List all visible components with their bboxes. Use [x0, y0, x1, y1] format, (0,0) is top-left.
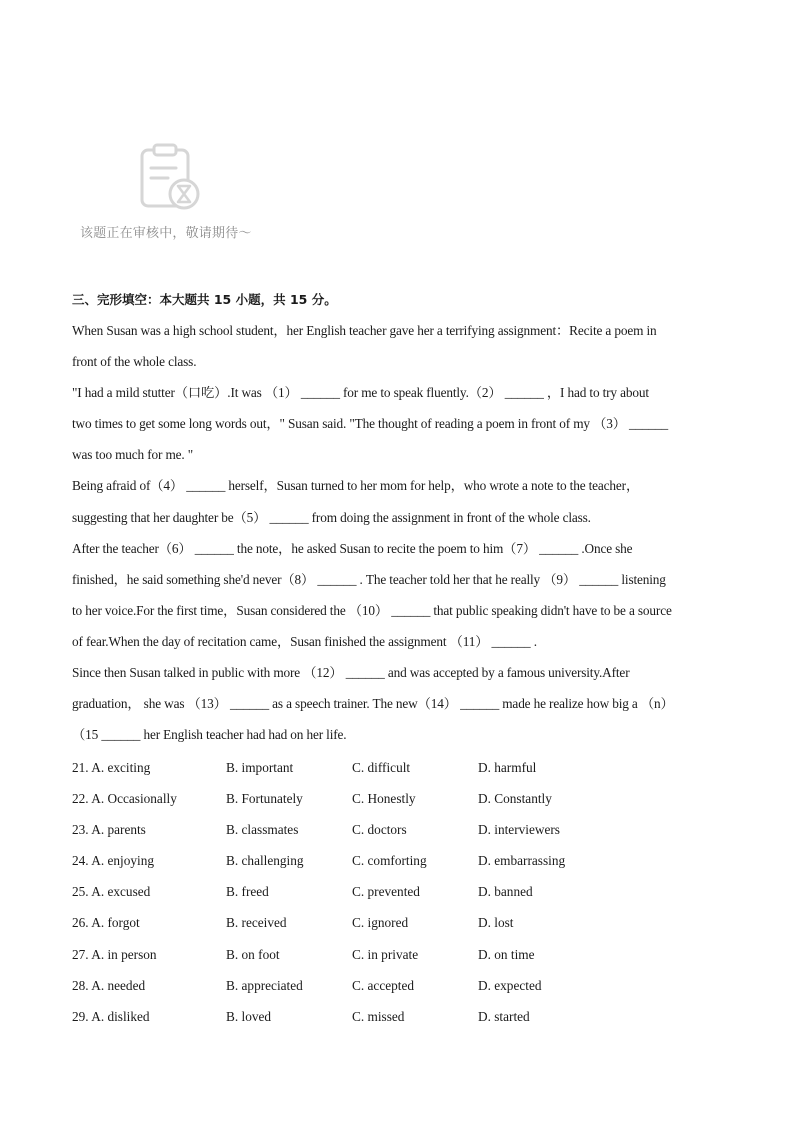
question-row	[72, 845, 728, 876]
option-c: C. difficult	[352, 760, 411, 775]
question-row	[72, 814, 728, 845]
option-b: B. challenging	[226, 853, 304, 869]
option-c: C. Honestly	[352, 791, 416, 807]
cloze-passage	[72, 315, 728, 750]
question-row	[72, 876, 728, 907]
option-d: D. started	[478, 1008, 530, 1024]
option-b: B. classmates	[226, 822, 299, 838]
passage-line: Being afraid of（4） ______ herself，Susan turned to her mom for help，who wrote a note to the teacher，	[72, 478, 640, 494]
passage-line: （15 ______ her English teacher had had on her life.	[72, 727, 347, 743]
option-c: C. in private	[352, 946, 419, 962]
option-a: 23. A. parents	[72, 822, 146, 838]
passage-line: Since then Susan talked in public with more （12） ______ and was accepted by a famous university.After	[72, 665, 630, 681]
option-a: 28. A. needed	[72, 977, 146, 993]
review-pending-text: 该题正在审核中，敬请期待～	[80, 226, 252, 241]
question-row	[72, 783, 728, 814]
option-c: C. ignored	[352, 915, 409, 931]
answer-options	[72, 752, 728, 1032]
option-b: B. on foot	[226, 946, 280, 962]
passage-line: front of the whole class.	[72, 354, 197, 370]
passage-line: of fear.When the day of recitation came，Susan finished the assignment （11） ______ .	[72, 633, 537, 649]
option-a: 24. A. enjoying	[72, 853, 154, 869]
option-a: 29. A. disliked	[72, 1008, 150, 1024]
option-b: B. loved	[226, 1008, 272, 1024]
passage-line: suggesting that her daughter be（5） ______ from doing the assignment in front of the whole class.	[72, 509, 591, 525]
option-b: B. received	[226, 915, 287, 931]
option-b: B. important	[226, 760, 294, 775]
passage-line: "I had a mild stutter（口吃）.It was （1） ______ for me to speak fluently.（2） ______ ，I had to try about	[72, 385, 649, 401]
option-b: B. freed	[226, 884, 269, 900]
option-c: C. comforting	[352, 853, 427, 869]
option-d: D. banned	[478, 884, 533, 900]
option-d: D. Constantly	[478, 791, 552, 807]
option-b: B. Fortunately	[226, 791, 303, 807]
passage-line: finished，he said something she'd never（8） ______ . The teacher told her that he really （9） ______ listening	[72, 571, 666, 587]
option-a: 22. A. Occasionally	[72, 791, 177, 807]
option-d: D. embarrassing	[478, 853, 566, 869]
passage-line: was too much for me. "	[72, 447, 194, 463]
option-b: B. appreciated	[226, 977, 303, 993]
option-c: C. missed	[352, 1008, 405, 1024]
question-row	[72, 939, 728, 970]
option-a: 21. A. exciting	[72, 760, 151, 775]
question-row	[72, 970, 728, 1001]
question-row	[72, 907, 728, 938]
option-d: D. harmful	[478, 760, 537, 775]
option-c: C. accepted	[352, 977, 415, 993]
option-c: C. prevented	[352, 884, 420, 900]
question-row	[72, 1001, 728, 1032]
option-d: D. expected	[478, 977, 542, 993]
passage-line: to her voice.For the first time，Susan considered the （10） ______ that public speaking didn't have to be a source	[72, 602, 672, 618]
section-heading: 三、完形填空：本大题共 15 小题，共 15 分。	[72, 292, 337, 307]
option-a: 25. A. excused	[72, 884, 151, 900]
option-c: C. doctors	[352, 822, 407, 838]
clipboard-hourglass-icon	[136, 142, 206, 214]
passage-line: After the teacher（6） ______ the note，he asked Susan to recite the poem to him（7） ______ .Once she	[72, 540, 633, 556]
option-d: D. on time	[478, 946, 535, 962]
passage-line: two times to get some long words out，" Susan said. "The thought of reading a poem in front of my （3） ______	[72, 416, 669, 432]
question-row	[72, 752, 728, 783]
review-placeholder	[78, 142, 278, 242]
option-a: 27. A. in person	[72, 946, 157, 962]
option-a: 26. A. forgot	[72, 915, 140, 931]
option-d: D. interviewers	[478, 822, 560, 838]
passage-line: When Susan was a high school student，her English teacher gave her a terrifying assignment：Recite a poem in	[72, 323, 657, 338]
passage-line: graduation， she was （13） ______ as a speech trainer. The new（14） ______ made he realize how big a （n）	[72, 696, 674, 712]
option-d: D. lost	[478, 915, 514, 931]
